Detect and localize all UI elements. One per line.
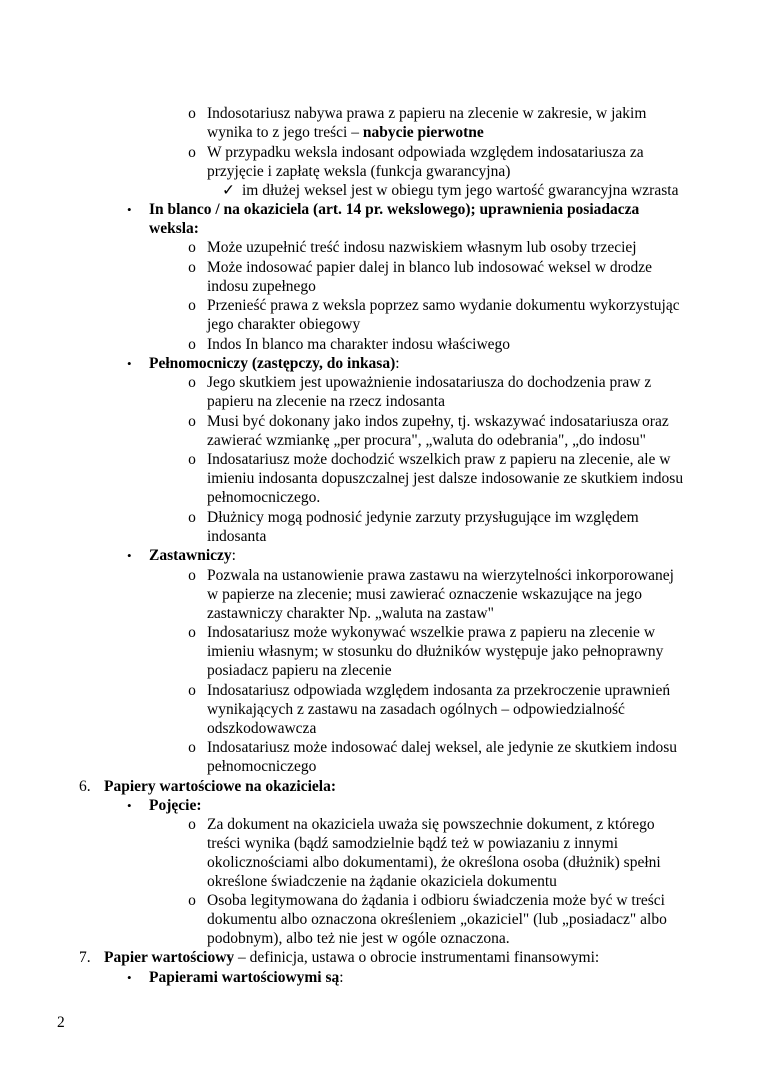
section-title: Papiery wartościowe na okaziciela: bbox=[104, 778, 337, 795]
list-item-text: Osoba legitymowana do żądania i odbioru świadczenia może być w treści bbox=[207, 892, 665, 909]
list-item-text: Pozwala na ustanowienie prawa zastawu na wierzytelności inkorporowanej bbox=[207, 567, 674, 584]
circle-bullet: o bbox=[188, 739, 196, 756]
list-item-text: wynika to z jego treści – nabycie pierwotne bbox=[207, 124, 484, 141]
subsection-heading: Papierami wartościowymi są: bbox=[149, 969, 344, 986]
list-item-text: Indos In blanco ma charakter indosu właściwego bbox=[207, 336, 511, 353]
bullet-icon: • bbox=[127, 970, 132, 985]
page-number: 2 bbox=[57, 1014, 65, 1031]
list-item-text: dokumentu albo oznaczona określeniem „okaziciel" (lub „posiadacz" albo bbox=[207, 911, 667, 928]
list-item-text: Indosotariusz nabywa prawa z papieru na zlecenie w zakresie, w jakim bbox=[207, 105, 647, 122]
list-item-text: Musi być dokonany jako indos zupełny, tj. wskazywać indosatariusza oraz bbox=[207, 413, 669, 430]
list-item-text: im dłużej weksel jest w obiegu tym jego wartość gwarancyjna wzrasta bbox=[242, 182, 679, 199]
list-item-text: Dłużnicy mogą podnosić jedynie zarzuty przysługujące im względem bbox=[207, 509, 639, 526]
list-item-text: podobnym), albo też nie jest w ogóle oznaczona. bbox=[207, 930, 510, 947]
circle-bullet: o bbox=[188, 105, 196, 122]
section-heading: Pełnomocniczy (zastępczy, do inkasa): bbox=[149, 355, 400, 372]
section-number: 6. bbox=[79, 778, 91, 795]
circle-bullet: o bbox=[188, 682, 196, 699]
bullet-icon: • bbox=[127, 548, 132, 563]
checkmark-icon: ✓ bbox=[222, 182, 235, 199]
circle-bullet: o bbox=[188, 567, 196, 584]
list-item-text: Przenieść prawa z weksla poprzez samo wydanie dokumentu wykorzystując bbox=[207, 297, 680, 314]
list-item-text: Może indosować papier dalej in blanco lub indosować weksel w drodze bbox=[207, 259, 653, 276]
circle-bullet: o bbox=[188, 297, 196, 314]
list-item-text: Indosatariusz może dochodzić wszelkich praw z papieru na zlecenie, ale w bbox=[207, 451, 671, 468]
list-item-text: imieniu własnym; w stosunku do dłużników występuje jako pełnoprawny bbox=[207, 643, 664, 660]
circle-bullet: o bbox=[188, 816, 196, 833]
list-item-text: Indosatariusz odpowiada względem indosanta za przekroczenie uprawnień bbox=[207, 682, 671, 699]
circle-bullet: o bbox=[188, 374, 196, 391]
list-item-text: określone świadczenie na żądanie okaziciela dokumentu bbox=[207, 873, 557, 890]
circle-bullet: o bbox=[188, 451, 196, 468]
circle-bullet: o bbox=[188, 624, 196, 641]
bullet-icon: • bbox=[127, 356, 132, 371]
list-item-text: Za dokument na okaziciela uważa się powszechnie dokument, z którego bbox=[207, 816, 655, 833]
list-item-text: w papierze na zlecenie; musi zawierać oznaczenie wskazujące na jego bbox=[207, 586, 643, 603]
list-item-text: Może uzupełnić treść indosu nazwiskiem własnym lub osoby trzeciej bbox=[207, 239, 637, 256]
list-item-text: indosu zupełnego bbox=[207, 278, 316, 295]
list-item-text: Indosatariusz może indosować dalej weksel, ale jedynie ze skutkiem indosu bbox=[207, 739, 678, 756]
section-heading: In blanco / na okaziciela (art. 14 pr. wekslowego); uprawnienia posiadacza bbox=[149, 201, 640, 218]
circle-bullet: o bbox=[188, 144, 196, 161]
list-item-text: treści wynika (bądź samodzielnie bądź też w powiazaniu z innymi bbox=[207, 835, 619, 852]
list-item-text: zawierać wzmiankę „per procura", „waluta do odebrania", „do indosu" bbox=[207, 432, 647, 449]
list-item-text: papieru na zlecenie na rzecz indosanta bbox=[207, 393, 445, 410]
section-title: Papier wartościowy – definicja, ustawa o obrocie instrumentami finansowymi: bbox=[104, 949, 600, 966]
list-item-text: pełnomocniczego bbox=[207, 758, 317, 775]
section-number: 7. bbox=[79, 949, 91, 966]
list-item-text: okolicznościami albo dokumentami), że określona osoba (dłużnik) spełni bbox=[207, 854, 661, 871]
list-item-text: przyjęcie i zapłatę weksla (funkcja gwarancyjna) bbox=[207, 163, 511, 180]
bullet-icon: • bbox=[127, 798, 132, 813]
circle-bullet: o bbox=[188, 509, 196, 526]
list-item-text: pełnomocniczego. bbox=[207, 489, 321, 506]
circle-bullet: o bbox=[188, 413, 196, 430]
list-item-text: jego charakter obiegowy bbox=[207, 316, 361, 333]
subsection-heading: Pojęcie: bbox=[149, 797, 202, 814]
list-item-text: Indosatariusz może wykonywać wszelkie prawa z papieru na zlecenie w bbox=[207, 624, 656, 641]
list-item-text: posiadacz papieru na zlecenie bbox=[207, 662, 392, 679]
circle-bullet: o bbox=[188, 239, 196, 256]
list-item-text: imieniu indosanta dopuszczalnej jest dalsze indosowanie ze skutkiem indosu bbox=[207, 470, 684, 487]
section-heading: Zastawniczy: bbox=[149, 547, 236, 564]
list-item-text: odszkodowawcza bbox=[207, 720, 317, 737]
list-item-text: indosanta bbox=[207, 528, 267, 545]
list-item-text: W przypadku weksla indosant odpowiada względem indosatariusza za bbox=[207, 144, 644, 161]
list-item-text: Jego skutkiem jest upoważnienie indosatariusza do dochodzenia praw z bbox=[207, 374, 652, 391]
section-heading: weksla: bbox=[149, 220, 199, 237]
list-item-text: zastawniczy charakter Np. „waluta na zastaw" bbox=[207, 605, 494, 622]
circle-bullet: o bbox=[188, 892, 196, 909]
bullet-icon: • bbox=[127, 202, 132, 217]
list-item-text: wynikających z zastawu na zasadach ogólnych – odpowiedzialność bbox=[207, 701, 625, 718]
circle-bullet: o bbox=[188, 336, 196, 353]
circle-bullet: o bbox=[188, 259, 196, 276]
